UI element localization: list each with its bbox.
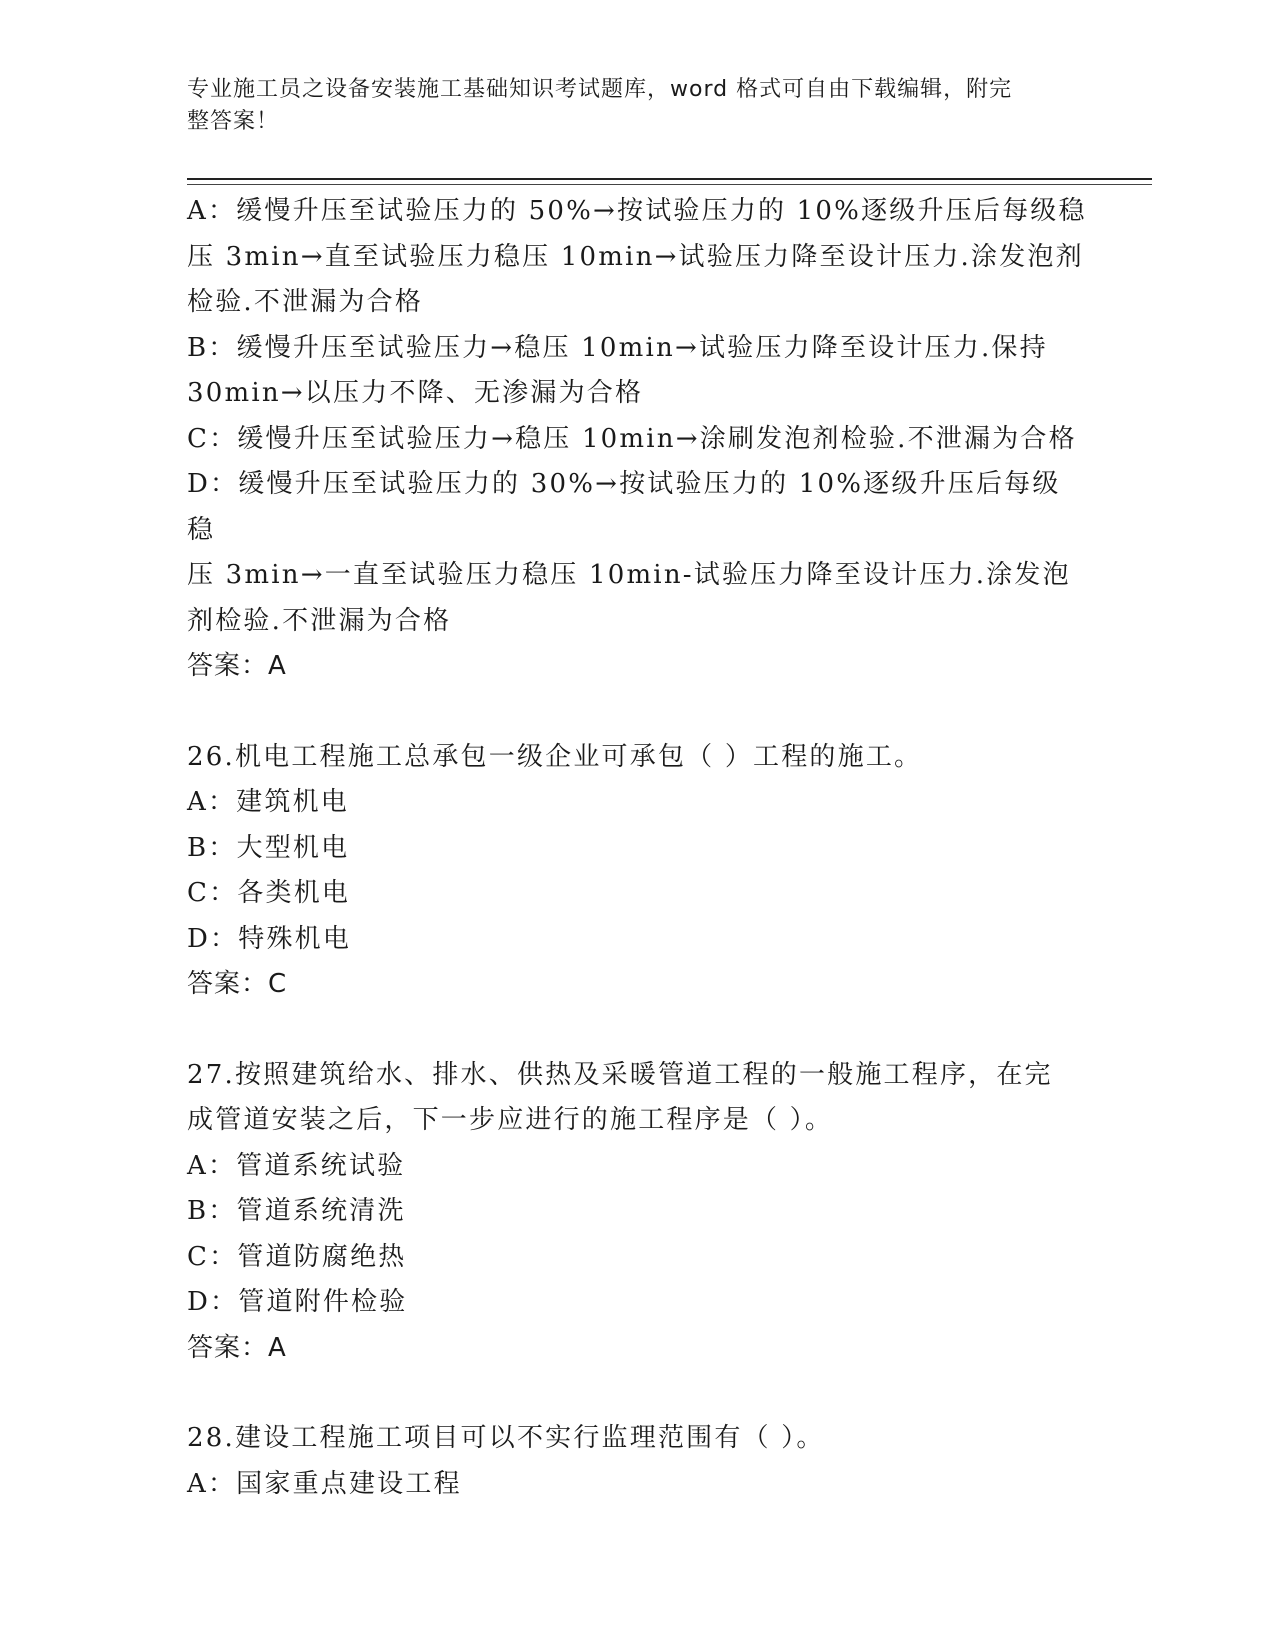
q26-answer: 答案：C [187, 969, 288, 999]
q27-answer: 答案：A [187, 1332, 287, 1363]
q27-option-b: B：管道系统清洗 [187, 1196, 406, 1226]
question-25-block [187, 189, 1087, 690]
q25-answer: 答案：A [187, 651, 287, 681]
spacer [187, 1371, 1087, 1416]
header-divider-thick [187, 178, 1152, 180]
q26-option-d: D：特殊机电 [187, 923, 352, 954]
q25-option-a-line-1: A：缓慢升压至试验压力的 50%→按试验压力的 10%逐级升压后每级稳 [187, 196, 1087, 226]
spacer [187, 1008, 1087, 1053]
q25-option-b-line-2: 30min→以压力不降、无渗漏为合格 [187, 378, 644, 408]
q25-option-d-line-3: 剂检验.不泄漏为合格 [187, 605, 452, 636]
question-26-block [187, 735, 1087, 1008]
header-divider-thin [187, 184, 1152, 185]
question-28-block [187, 1416, 1087, 1507]
q25-option-b-line-1: B：缓慢升压至试验压力→稳压 10min→试验压力降至设计压力.保持 [187, 332, 1048, 363]
q28-question: 28.建设工程施工项目可以不实行监理范围有（ ）。 [187, 1423, 825, 1453]
header-line-1: 专业施工员之设备安装施工基础知识考试题库，word 格式可自由下载编辑，附完 [187, 77, 1013, 102]
q25-option-d-line-2: 压 3min→一直至试验压力稳压 10min-试验压力降至设计压力.涂发泡 [187, 560, 1071, 590]
q27-question-line-1: 27.按照建筑给水、排水、供热及采暖管道工程的一般施工程序，在完 [187, 1059, 1053, 1090]
q26-option-c: C：各类机电 [187, 878, 351, 908]
q25-option-d-line-1: D：缓慢升压至试验压力的 30%→按试验压力的 10%逐级升压后每级稳 [187, 469, 1061, 545]
q26-question: 26.机电工程施工总承包一级企业可承包（ ）工程的施工。 [187, 741, 923, 772]
q27-option-c: C：管道防腐绝热 [187, 1241, 407, 1272]
q25-option-a-line-3: 检验.不泄漏为合格 [187, 287, 424, 317]
q25-option-a-line-2: 压 3min→直至试验压力稳压 10min→试验压力降至设计压力.涂发泡剂 [187, 241, 1084, 272]
q28-option-a: A：国家重点建设工程 [187, 1468, 462, 1499]
q27-question-line-2: 成管道安装之后，下一步应进行的施工程序是（ ）。 [187, 1105, 834, 1135]
spacer [187, 690, 1087, 735]
question-27-block [187, 1053, 1087, 1372]
q27-option-d: D：管道附件检验 [187, 1287, 408, 1317]
header-line-2: 整答案！ [187, 109, 280, 134]
q26-option-b: B：大型机电 [187, 832, 350, 863]
q27-option-a: A：管道系统试验 [187, 1150, 406, 1181]
q25-option-c: C：缓慢升压至试验压力→稳压 10min→涂刷发泡剂检验.不泄漏为合格 [187, 423, 1077, 454]
document-header [187, 74, 1067, 138]
document-body [187, 189, 1087, 1507]
q26-option-a: A：建筑机电 [187, 787, 349, 817]
